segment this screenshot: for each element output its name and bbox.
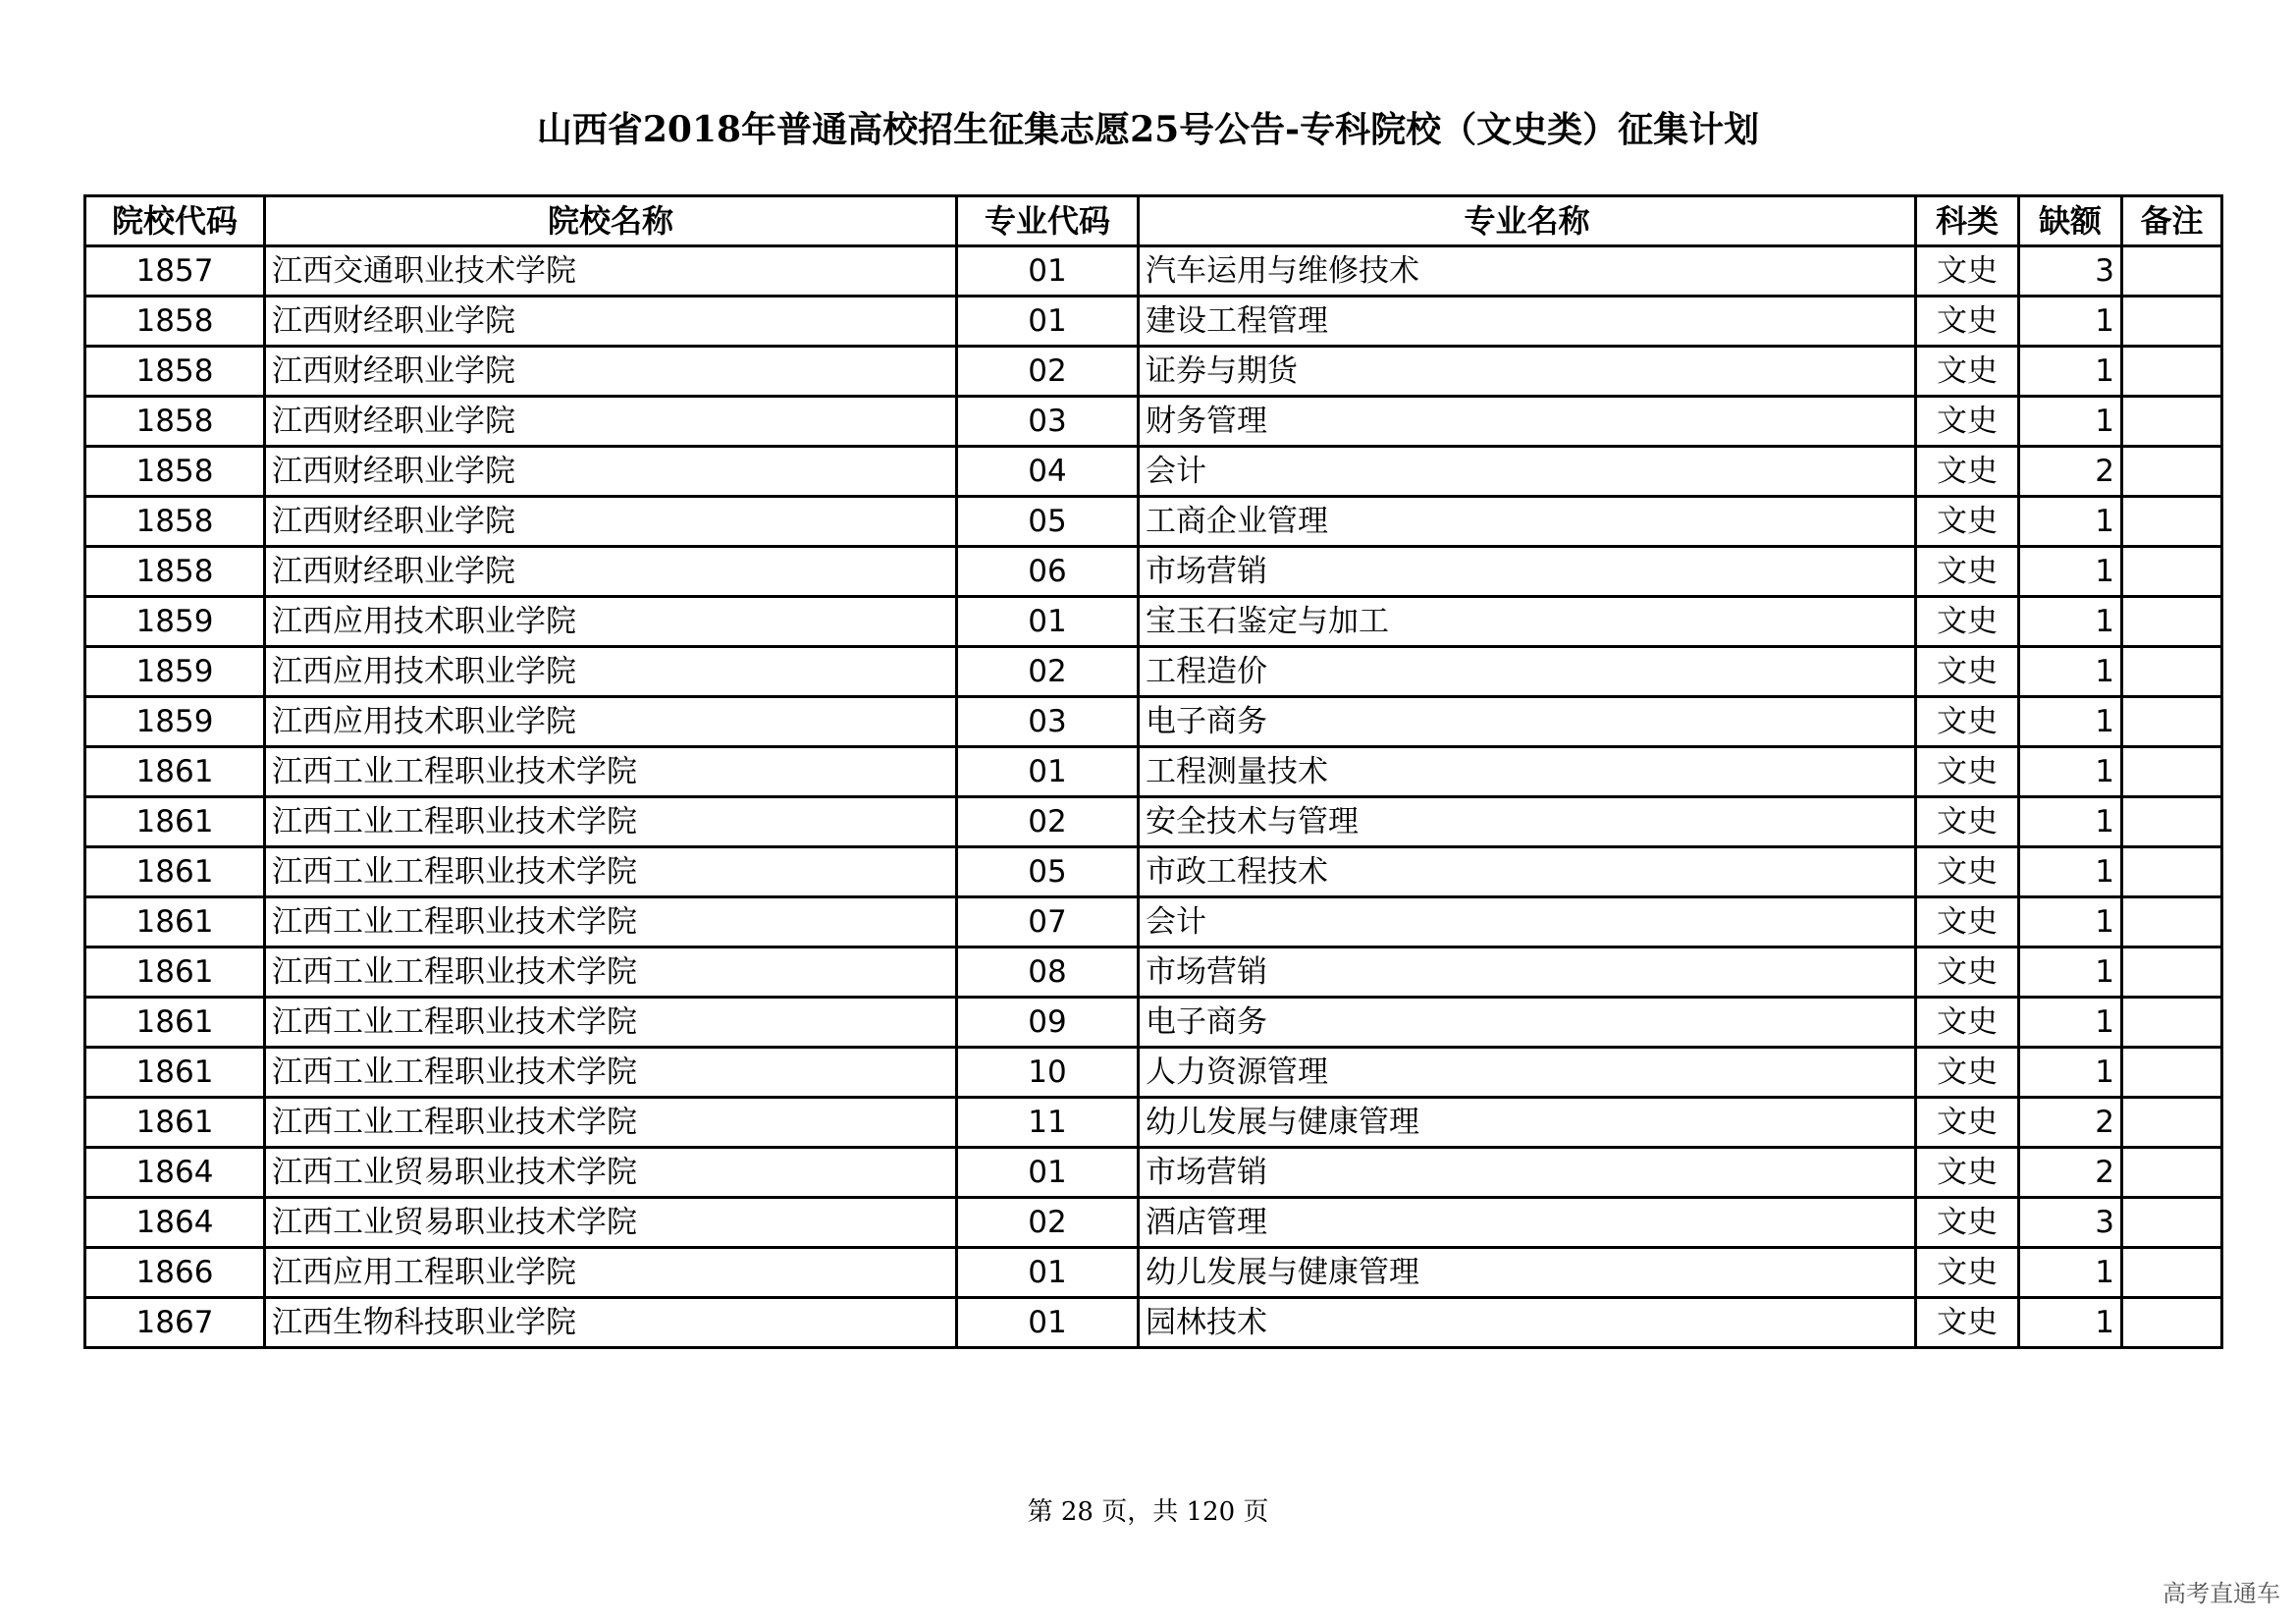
- cell-quota: 1: [2019, 347, 2122, 397]
- cell-note: [2122, 1098, 2222, 1148]
- cell-major-name: 宝玉石鉴定与加工: [1139, 597, 1916, 647]
- cell-major-code: 01: [957, 1298, 1139, 1348]
- cell-quota: 1: [2019, 897, 2122, 947]
- table-body: [85, 246, 2222, 1348]
- cell-note: [2122, 347, 2222, 397]
- cell-quota: 1: [2019, 497, 2122, 547]
- cell-school-code: 1859: [85, 597, 265, 647]
- cell-quota: 1: [2019, 747, 2122, 797]
- document-title: 山西省2018年普通高校招生征集志愿25号公告-专科院校（文史类）征集计划: [536, 109, 1760, 150]
- cell-category: 文史: [1916, 897, 2019, 947]
- cell-school-code: 1866: [85, 1248, 265, 1298]
- cell-major-code: 06: [957, 547, 1139, 597]
- cell-note: [2122, 397, 2222, 447]
- cell-school-code: 1858: [85, 347, 265, 397]
- header-major-code: 专业代码: [957, 196, 1139, 246]
- cell-note: [2122, 447, 2222, 497]
- cell-quota: 1: [2019, 697, 2122, 747]
- cell-major-name: 会计: [1139, 447, 1916, 497]
- cell-category: 文史: [1916, 847, 2019, 897]
- cell-major-name: 汽车运用与维修技术: [1139, 246, 1916, 297]
- header-quota: 缺额: [2019, 196, 2122, 246]
- cell-category: 文史: [1916, 998, 2019, 1048]
- cell-major-name: 人力资源管理: [1139, 1048, 1916, 1098]
- table-row: [85, 697, 2222, 747]
- cell-school-name: 江西财经职业学院: [265, 547, 957, 597]
- cell-category: 文史: [1916, 1098, 2019, 1148]
- cell-major-code: 02: [957, 797, 1139, 847]
- table-row: [85, 947, 2222, 998]
- cell-major-name: 电子商务: [1139, 697, 1916, 747]
- cell-quota: 1: [2019, 647, 2122, 697]
- table-row: [85, 797, 2222, 847]
- cell-major-code: 05: [957, 497, 1139, 547]
- cell-note: [2122, 797, 2222, 847]
- cell-school-name: 江西交通职业技术学院: [265, 246, 957, 297]
- cell-major-code: 01: [957, 246, 1139, 297]
- watermark-text: 高考直通车: [2163, 1580, 2280, 1607]
- cell-school-name: 江西应用技术职业学院: [265, 597, 957, 647]
- cell-category: 文史: [1916, 297, 2019, 347]
- cell-school-name: 江西工业贸易职业技术学院: [265, 1148, 957, 1198]
- cell-school-name: 江西财经职业学院: [265, 347, 957, 397]
- cell-school-code: 1861: [85, 1098, 265, 1148]
- cell-major-code: 05: [957, 847, 1139, 897]
- cell-quota: 1: [2019, 947, 2122, 998]
- cell-note: [2122, 1298, 2222, 1348]
- cell-school-name: 江西财经职业学院: [265, 397, 957, 447]
- cell-school-name: 江西工业工程职业技术学院: [265, 1048, 957, 1098]
- table-header-row: [85, 196, 2222, 246]
- cell-major-name: 幼儿发展与健康管理: [1139, 1248, 1916, 1298]
- cell-school-code: 1858: [85, 547, 265, 597]
- cell-category: 文史: [1916, 447, 2019, 497]
- cell-major-code: 03: [957, 697, 1139, 747]
- cell-note: [2122, 1048, 2222, 1098]
- cell-major-name: 建设工程管理: [1139, 297, 1916, 347]
- cell-note: [2122, 1198, 2222, 1248]
- cell-major-name: 工程造价: [1139, 647, 1916, 697]
- cell-school-name: 江西工业工程职业技术学院: [265, 998, 957, 1048]
- cell-school-name: 江西财经职业学院: [265, 297, 957, 347]
- cell-major-name: 工商企业管理: [1139, 497, 1916, 547]
- table-row: [85, 497, 2222, 547]
- cell-quota: 1: [2019, 1248, 2122, 1298]
- cell-school-code: 1861: [85, 947, 265, 998]
- cell-note: [2122, 847, 2222, 897]
- cell-major-name: 市场营销: [1139, 947, 1916, 998]
- table-row: [85, 1198, 2222, 1248]
- cell-school-name: 江西工业工程职业技术学院: [265, 797, 957, 847]
- cell-category: 文史: [1916, 347, 2019, 397]
- cell-note: [2122, 647, 2222, 697]
- cell-quota: 1: [2019, 397, 2122, 447]
- table-row: [85, 897, 2222, 947]
- header-major-name: 专业名称: [1139, 196, 1916, 246]
- cell-major-name: 园林技术: [1139, 1298, 1916, 1348]
- cell-category: 文史: [1916, 1248, 2019, 1298]
- cell-note: [2122, 1148, 2222, 1198]
- cell-major-name: 市场营销: [1139, 1148, 1916, 1198]
- cell-category: 文史: [1916, 947, 2019, 998]
- cell-category: 文史: [1916, 1148, 2019, 1198]
- cell-school-code: 1858: [85, 297, 265, 347]
- cell-note: [2122, 747, 2222, 797]
- cell-major-code: 02: [957, 1198, 1139, 1248]
- header-school-code: 院校代码: [85, 196, 265, 246]
- cell-category: 文史: [1916, 747, 2019, 797]
- table-row: [85, 1048, 2222, 1098]
- cell-category: 文史: [1916, 647, 2019, 697]
- table-row: [85, 998, 2222, 1048]
- cell-major-name: 市场营销: [1139, 547, 1916, 597]
- table-row: [85, 597, 2222, 647]
- cell-quota: 1: [2019, 847, 2122, 897]
- table-row: [85, 347, 2222, 397]
- header-note: 备注: [2122, 196, 2222, 246]
- cell-major-code: 01: [957, 1148, 1139, 1198]
- cell-school-name: 江西应用技术职业学院: [265, 697, 957, 747]
- cell-major-code: 07: [957, 897, 1139, 947]
- cell-note: [2122, 547, 2222, 597]
- cell-note: [2122, 497, 2222, 547]
- cell-note: [2122, 246, 2222, 297]
- cell-major-code: 04: [957, 447, 1139, 497]
- cell-school-name: 江西工业工程职业技术学院: [265, 947, 957, 998]
- table-row: [85, 397, 2222, 447]
- cell-note: [2122, 1248, 2222, 1298]
- cell-school-name: 江西应用工程职业学院: [265, 1248, 957, 1298]
- cell-note: [2122, 897, 2222, 947]
- cell-school-code: 1858: [85, 397, 265, 447]
- cell-major-code: 01: [957, 1248, 1139, 1298]
- table-row: [85, 747, 2222, 797]
- cell-quota: 1: [2019, 998, 2122, 1048]
- cell-major-code: 11: [957, 1098, 1139, 1148]
- cell-note: [2122, 697, 2222, 747]
- cell-school-code: 1861: [85, 897, 265, 947]
- cell-school-name: 江西生物科技职业学院: [265, 1298, 957, 1348]
- cell-major-code: 01: [957, 297, 1139, 347]
- cell-major-code: 01: [957, 597, 1139, 647]
- cell-school-name: 江西工业贸易职业技术学院: [265, 1198, 957, 1248]
- cell-quota: 1: [2019, 547, 2122, 597]
- cell-major-name: 电子商务: [1139, 998, 1916, 1048]
- cell-quota: 1: [2019, 797, 2122, 847]
- cell-school-code: 1864: [85, 1198, 265, 1248]
- cell-school-code: 1864: [85, 1148, 265, 1198]
- cell-major-code: 01: [957, 747, 1139, 797]
- page-footer: 第 28 页，共 120 页: [1027, 1497, 1269, 1527]
- cell-quota: 1: [2019, 1048, 2122, 1098]
- cell-major-name: 市政工程技术: [1139, 847, 1916, 897]
- cell-category: 文史: [1916, 1198, 2019, 1248]
- cell-note: [2122, 597, 2222, 647]
- cell-category: 文史: [1916, 1298, 2019, 1348]
- cell-category: 文史: [1916, 497, 2019, 547]
- cell-category: 文史: [1916, 246, 2019, 297]
- cell-category: 文史: [1916, 397, 2019, 447]
- cell-major-code: 02: [957, 647, 1139, 697]
- table-row: [85, 1148, 2222, 1198]
- cell-school-code: 1859: [85, 697, 265, 747]
- cell-major-name: 财务管理: [1139, 397, 1916, 447]
- table-row: [85, 547, 2222, 597]
- cell-quota: 1: [2019, 1298, 2122, 1348]
- cell-major-code: 02: [957, 347, 1139, 397]
- cell-school-code: 1861: [85, 1048, 265, 1098]
- cell-major-code: 03: [957, 397, 1139, 447]
- cell-major-code: 10: [957, 1048, 1139, 1098]
- cell-school-code: 1858: [85, 447, 265, 497]
- cell-quota: 1: [2019, 297, 2122, 347]
- cell-quota: 3: [2019, 246, 2122, 297]
- header-school-name: 院校名称: [265, 196, 957, 246]
- header-category: 科类: [1916, 196, 2019, 246]
- cell-major-name: 酒店管理: [1139, 1198, 1916, 1248]
- table-row: [85, 1248, 2222, 1298]
- cell-major-name: 工程测量技术: [1139, 747, 1916, 797]
- cell-school-code: 1861: [85, 998, 265, 1048]
- table-row: [85, 246, 2222, 297]
- cell-school-name: 江西工业工程职业技术学院: [265, 847, 957, 897]
- cell-school-code: 1857: [85, 246, 265, 297]
- table-row: [85, 847, 2222, 897]
- cell-quota: 2: [2019, 1098, 2122, 1148]
- cell-school-code: 1861: [85, 797, 265, 847]
- cell-major-code: 08: [957, 947, 1139, 998]
- cell-quota: 1: [2019, 597, 2122, 647]
- table-row: [85, 1098, 2222, 1148]
- cell-school-code: 1861: [85, 747, 265, 797]
- cell-category: 文史: [1916, 597, 2019, 647]
- table-row: [85, 297, 2222, 347]
- cell-school-name: 江西工业工程职业技术学院: [265, 747, 957, 797]
- cell-major-name: 安全技术与管理: [1139, 797, 1916, 847]
- cell-school-code: 1859: [85, 647, 265, 697]
- cell-school-code: 1867: [85, 1298, 265, 1348]
- cell-category: 文史: [1916, 797, 2019, 847]
- cell-school-code: 1858: [85, 497, 265, 547]
- enrollment-plan-table: [83, 194, 2223, 1349]
- cell-major-code: 09: [957, 998, 1139, 1048]
- table-row: [85, 647, 2222, 697]
- cell-school-code: 1861: [85, 847, 265, 897]
- cell-school-name: 江西工业工程职业技术学院: [265, 1098, 957, 1148]
- cell-category: 文史: [1916, 547, 2019, 597]
- cell-note: [2122, 297, 2222, 347]
- cell-major-name: 会计: [1139, 897, 1916, 947]
- cell-school-name: 江西工业工程职业技术学院: [265, 897, 957, 947]
- cell-quota: 2: [2019, 1148, 2122, 1198]
- cell-major-name: 证券与期货: [1139, 347, 1916, 397]
- cell-category: 文史: [1916, 1048, 2019, 1098]
- cell-quota: 3: [2019, 1198, 2122, 1248]
- cell-category: 文史: [1916, 697, 2019, 747]
- cell-note: [2122, 998, 2222, 1048]
- cell-note: [2122, 947, 2222, 998]
- cell-school-name: 江西财经职业学院: [265, 447, 957, 497]
- cell-school-name: 江西财经职业学院: [265, 497, 957, 547]
- table-row: [85, 1298, 2222, 1348]
- cell-major-name: 幼儿发展与健康管理: [1139, 1098, 1916, 1148]
- cell-quota: 2: [2019, 447, 2122, 497]
- cell-school-name: 江西应用技术职业学院: [265, 647, 957, 697]
- table-row: [85, 447, 2222, 497]
